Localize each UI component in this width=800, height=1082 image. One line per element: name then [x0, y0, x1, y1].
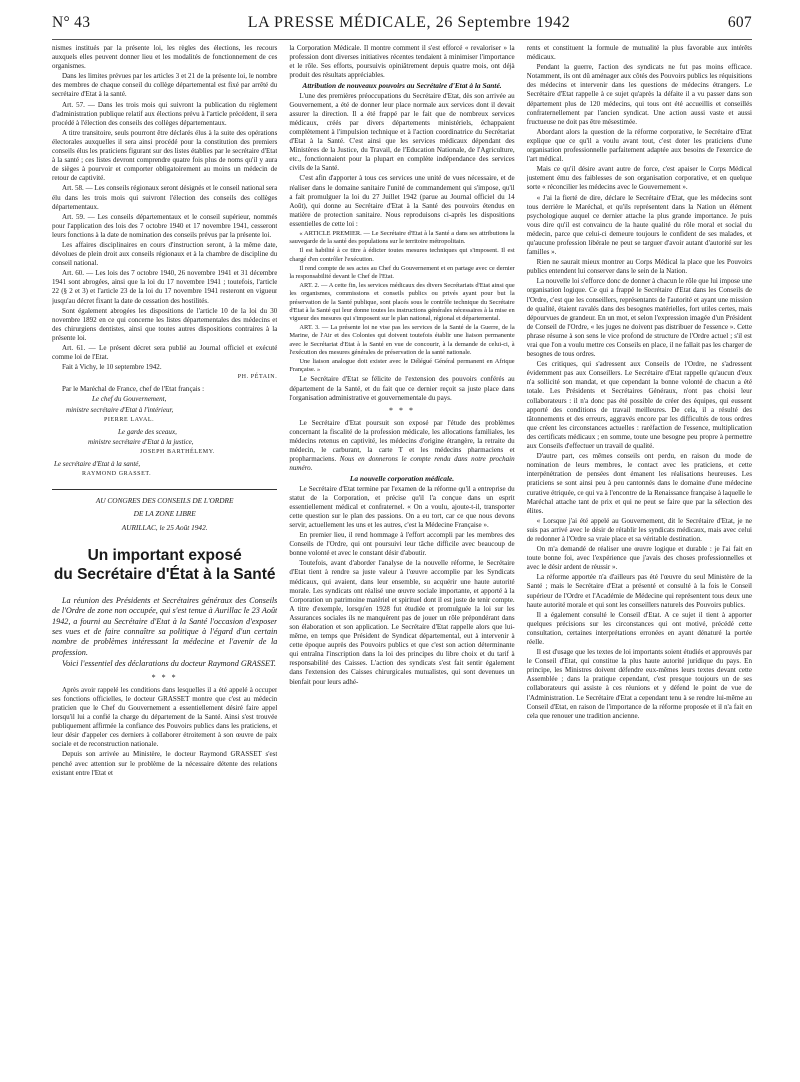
- issue-number: N° 43: [52, 14, 91, 31]
- paragraph: Art. 58. — Les conseils régionaux seront désignés et le conseil national sera élu dans les trois mois qui suivront l'élection des conseils des collèges départementaux.: [52, 184, 278, 211]
- article-title: [52, 546, 277, 584]
- article-title-line: du Secrétaire d'État à la Santé: [53, 565, 276, 583]
- section-stars: * * *: [388, 405, 415, 415]
- law-excerpt: ART. 2. — A cette fin, les services médicaux des divers Secrétariats d'Etat ainsi que les organismes, commissions et conseils publics ou privés ayant pour but la préservation de la Santé publique, sont placés sous le contrôle technique du Secrétaire d'Etat à la Santé qui leur donne toutes les instructions générales nécessaires à la mise en vigueur des mesures qui s'imposent sur le plan national, régional et départemental.: [289, 282, 515, 323]
- paragraph: « J'ai la fierté de dire, déclare le Secrétaire d'Etat, que les médecins sont tous derrière le Maréchal, et qu'ils représentent dans la Nation un élément psychologique auquel ce dernier attache la plus grande importance. Je puis vous dire qu'il est convaincu de la haute qualité du rôle moral et social du médecin, parce que celui-ci demeure toujours le confident de ses malades, et qu'aucune profession libérale ne peut se targuer d'avoir autant d'autorité sur les familles ».: [526, 193, 752, 257]
- signatory-title: ministre secrétaire d'Etat à l'intérieur,: [66, 405, 174, 414]
- paragraph: la Corporation Médicale. Il montre comment il s'est efforcé « revaloriser » la profession dont diverses initiatives récentes tendaient à minimiser l'importance et le rôle. Ses efforts, poursuivis opiniâtrement depuis quatre mois, ont déjà produit des résultats appréciables.: [289, 44, 515, 80]
- page-number: 607: [727, 14, 752, 31]
- paragraph: Toutefois, avant d'aborder l'analyse de la nouvelle réforme, le Secrétaire d'Etat tient à rendre sa juste valeur à l'œuvre accomplie par les Syndicats médicaux, qui avaient, dans leur ensemble, su acquérir une haute autorité morale. Les syndicats ont réalisé une œuvre sociale importante, et apporté à la Corporation un patrimoine matériel et spirituel dont il est juste de tenir compte. A titre d'exemple, lorsqu'en 1928 fut étudiée et promulguée la loi sur les Assurances sociales ils ne manquèrent pas de jouer un rôle prépondérant dans son élaboration et son application. Le Secrétaire d'Etat rappelle alors que lui-même, en temps que Président de Syndicat départemental, eut à intervenir à cette époque auprès des Pouvoirs publics et que c'est son action déterminante qui entraîna l'inscription dans la loi des principes du libre choix et du tarif à responsabilité des Caisses. L'action des syndicats s'est fait sentir également dans l'extension des Caisses chirurgicales mutualistes, qui sont devenues un bienfait pour leurs adhé-: [289, 559, 515, 686]
- paragraph: Fait à Vichy, le 10 septembre 1942.: [62, 363, 162, 372]
- law-excerpt: ART. 3. — La présente loi ne vise pas les services de la Santé de la Guerre, de la Marine, de l'Air et des Colonies qui doivent toutefois établir une liaison permanente avec le Secrétariat d'Etat à la Santé en vue de concourir, à la demande de celui-ci, à l'exécution des mesures générales de préservation de la santé nationale.: [289, 324, 515, 356]
- congress-dateline: AURILLAC, le 25 Août 1942.: [121, 522, 208, 532]
- column-2: [289, 44, 514, 1074]
- law-excerpt: « ARTICLE PREMIER. — Le Secrétaire d'Etat à la Santé a dans ses attributions la sauvegarde de la santé des populations sur le territoire métropolitain.: [289, 229, 515, 246]
- section-divider: [52, 489, 277, 490]
- signature-petain: PH. PÉTAIN.: [237, 374, 278, 381]
- paragraph: Le Secrétaire d'Etat se félicite de l'extension des pouvoirs conférés au département de la Santé, et du fait que ce dernier reçoit sa juste place dans l'organisation administrative et gouvernementale du pays.: [289, 375, 515, 402]
- lead-paragraph: La réunion des Présidents et Secrétaires généraux des Conseils de l'Ordre de zone non occupée, qui s'est tenue à Aurillac le 23 Août 1942, a fourni au Secrétaire d'Etat à la Santé l'occasion d'exposer ses vues et de faire connaître sa politique à l'égard d'un certain nombre de problèmes intéressant la médecine et l'avenir de la profession.: [52, 595, 278, 657]
- paragraph: Mais ce qu'il désire avant autre de force, c'est apaiser le Corps Médical justement ému des faiblesses de son organisation corporative, et en quelque sorte « réconcilier les médecins avec le Gouvernement ».: [526, 165, 752, 192]
- paragraph: On m'a demandé de réaliser une œuvre logique et durable : je l'ai fait en toute bonne foi, avec l'expérience que j'avais des choses professionnelles et avec le désir ardent de réussir ».: [526, 545, 752, 572]
- paragraph: La réforme apportée n'a d'ailleurs pas été l'œuvre du seul Ministère de la Santé ; mais le Secrétaire d'Etat a présenté et consulté à la fois le Conseil supérieur de l'Ordre et l'Académie de Médecine qui représentent tous deux une haute autorité morale et qui sont les conseillers naturels des Pouvoirs publics.: [526, 573, 752, 609]
- paragraph: Il a également consulté le Conseil d'Etat. A ce sujet il tient à apporter quelques précisions sur les circonstances qui ont motivé, précédé cette consultation, certaines interprétations erronées en ayant dénaturé la portée réelle.: [526, 610, 752, 646]
- paragraph: Rien ne saurait mieux montrer au Corps Médical la place que les Pouvoirs publics entendent lui conserver dans le sein de la Nation.: [526, 258, 752, 276]
- law-excerpt: Une liaison analogue doit exister avec le Délégué Général permanent en Afrique Française. »: [289, 358, 515, 374]
- signatory-title: Le secrétaire d'Etat à la santé,: [54, 460, 141, 469]
- paragraph: Ces critiques, qui s'adressent aux Conseils de l'Ordre, ne s'adressent évidemment pas aux Conseillers. Le Secrétaire d'Etat rappelle qu'aucun d'eux n'a sollicité son mandat, et que cependant la bonne volonté de chacun a été totale. Les Présidents et Secrétaires Généraux, n'ont pas choisi leur collaborateurs : il n'a donc pas été possible de créer des équipes, qui eussent apporté des conditions de travail meilleures. De cela, il a résulté des tâtonnements et des erreurs, aggravés encore par les difficultés de tous ordres que créent les circonstances actuelles : raréfaction de l'essence, multiplication des certificats médicaux ; en somme, toute une besogne peu propre à permettre aux Conseils d'effectuer un travail de qualité.: [526, 360, 752, 451]
- column-1: [52, 44, 277, 1074]
- paragraph: En premier lieu, il rend hommage à l'effort accompli par les membres des Conseils de l'Ordre, qui ont poursuivi leur tâche difficile avec beaucoup de bonne volonté et avec le constant désir d'aboutir.: [289, 531, 515, 558]
- paragraph: La nouvelle loi s'efforce donc de donner à chacun le rôle que lui impose une organisation logique. Ce qui a frappé le Secrétaire d'Etat dans les Conseils de l'Ordre, c'est que les conseillers, représentants de l'autorité et ayant une mission de qualité, étaient ravalés dans des besognes matérielles, fort utiles certes, mais dépourvues de grandeur. En un mot, et selon l'expression imagée d'un Président de Conseil de l'Ordre, « les juges ne doivent pas distribuer de l'essence ». Cette phrase résume à son sens le vice profond de structure de l'Ordre actuel ; s'il est vrai que l'on a voulu mettre ces Conseils en place, il ne fallait pas les charger de besognes de tous ordres.: [526, 277, 752, 359]
- paragraph: Art. 61. — Le présent décret sera publié au Journal officiel et exécuté comme loi de l'Etat.: [52, 344, 278, 362]
- article-columns: [52, 44, 752, 1074]
- paragraph: Dans les limites prévues par les articles 3 et 21 de la présente loi, le nombre des membres de chaque conseil du collège départemental est fixé par arrêté du secrétaire d'Etat à la santé.: [52, 72, 278, 99]
- paragraph: « Lorsque j'ai été appelé au Gouvernement, dit le Secrétaire d'Etat, je ne suis pas arrivé avec le désir de rétablir les syndicats médicaux, mais avec celui de redonner à l'Ordre sa vraie place et sa véritable destination.: [526, 516, 752, 543]
- paragraph: Pendant la guerre, l'action des syndicats ne fut pas moins efficace. Notamment, ils ont dû aménager aux côtés des Pouvoirs publics les réquisitions des médecins et intervenir dans les questions de médecins étrangers. Le Secrétaire d'Etat rappelle à ce sujet qu'après la défaite il a vu passer dans son département plus de 120 médecins, qui tous ont été accueillis et conseillés confraternellement par l'ancien syndicat. Une action aussi vaste et aussi fructueuse ne doit pas être mésestimée.: [526, 63, 752, 126]
- signature-laval: PIERRE LAVAL.: [104, 416, 155, 423]
- paragraph: Par le Maréchal de France, chef de l'Etat français :: [62, 385, 205, 394]
- paragraph: Il est d'usage que les textes de loi importants soient étudiés et approuvés par le Conseil d'Etat, qui constitue la plus haute autorité juridique du pays. En principe, les Ministres doivent défendre eux-mêmes leurs textes devant cette Assemblée ; dans la pratique cependant, c'est presque toujours un de ses collaborateurs qui assiste à ces réunions et y défend le point de vue de l'Administration. Le Secrétaire d'Etat a cependant tenu à se rendre lui-même au Conseil d'Etat, en raison de l'importance de la réforme proposée et il n'a fait en cela que renouer une tradition ancienne.: [526, 648, 752, 720]
- paragraph: Après avoir rappelé les conditions dans lesquelles il a été appelé à occuper ses fonctions officielles, le docteur GRASSET montre que c'est au médecin praticien que le Chef du Gouvernement a essentiellement désiré faire appel lorsqu'il lui a confié la charge du département de la Santé. Ainsi s'est trouvée publiquement affirmée la confiance des Pouvoirs publics dans les praticiens, et leur désir d'appeler ces derniers à collaborer étroitement à son œuvre de paix sociale et de reconstruction nationale.: [52, 685, 278, 749]
- lead-paragraph: Voici l'essentiel des déclarations du docteur Raymond GRASSET.: [62, 659, 276, 669]
- paragraph: rents et constituent la formule de mutualité la plus favorable aux intérêts médicaux.: [526, 44, 752, 62]
- section-title: Attribution de nouveaux pouvoirs au Secrétaire d'Etat à la Santé.: [302, 81, 502, 91]
- paragraph: nismes institués par la présente loi, les règles des élections, les recours auxquels elles peuvent donner lieu et les modalités de fonctionnement de ces organismes.: [52, 44, 278, 71]
- signature-barthelemy: JOSEPH BARTHÉLEMY.: [140, 448, 216, 455]
- paragraph: Le Secrétaire d'Etat termine par l'examen de la réforme qu'il a entreprise du statut de la Corporation, et précise qu'il l'a conçue dans un esprit essentiellement médical et confraternel. « On a voulu, ajoute-t-il, transporter cette question sur le plan des passions. On a eu tort, car ce que nous devons servir, actuellement les uns et les autres, c'est la Médecine Française ».: [289, 484, 515, 529]
- paragraph: [289, 419, 514, 474]
- law-excerpt: Il rend compte de ses actes au Chef du Gouvernement et en partage avec ce dernier la responsabilité devant le Chef de l'Etat.: [289, 264, 515, 280]
- paragraph: C'est afin d'apporter à tous ces services une unité de vues nécessaire, et de réaliser dans le domaine sanitaire l'unité de commandement qui s'impose, qu'il a fait promulguer la loi du 27 Juillet 1942 (parue au Journal officiel du 14 Août), qui donne au Secrétaire d'Etat à la Santé des pouvoirs étendus en matière de protection sanitaire. Nous reproduisons ci-après les dispositions essentielles de cette loi :: [289, 174, 515, 228]
- column-3: [527, 44, 752, 1074]
- section-title: La nouvelle corporation médicale.: [349, 474, 455, 484]
- congress-heading: AU CONGRES DES CONSEILS DE L'ORDRE: [95, 496, 234, 506]
- paragraph: Art. 60. — Les lois des 7 octobre 1940, 26 novembre 1941 et 31 décembre 1941 sont abrogées, ainsi que la loi du 17 novembre 1941 ; toutefois, l'article 22 (§ 2 et 3) et l'article 23 de la loi du 17 novembre 1941 resteront en vigueur jusqu'au décret fixant la date de cessation des hostilités.: [52, 269, 278, 305]
- page-header: [52, 14, 752, 40]
- section-stars: * * *: [151, 672, 178, 682]
- paragraph-note: Nous en donnerons le compte rendu dans notre prochain numéro.: [289, 455, 515, 473]
- paragraph: D'autre part, ces mêmes conseils ont perdu, en raison du mode de nomination de leurs membres, le contact avec les praticiens, et cette interpénétration de pensées dont émanent les réalisations heureuses. Les praticiens se sont ainsi peu à peu cantonnés dans le domaine d'une médecine curative étriquée, ce qui va à l'encontre de la Renaissance française à laquelle le Maréchal attache tant de prix et qui ne peut se faire que par la sélection des élites.: [526, 452, 752, 515]
- paragraph: Depuis son arrivée au Ministère, le docteur Raymond GRASSET s'est penché avec attention sur le problème de la nécessaire détente des relations existant entre l'Etat et: [52, 750, 278, 777]
- paragraph: Sont également abrogées les dispositions de l'article 10 de la loi du 30 novembre 1892 en ce qui concerne les listes départementales des médecins et des chirurgiens dentistes, ainsi que toutes autres dispositions contraires à la présente loi.: [52, 306, 278, 342]
- signatory-title: Le garde des sceaux,: [118, 427, 177, 436]
- paragraph: Art. 59. — Les conseils départementaux et le conseil supérieur, nommés pour l'application des lois des 7 octobre 1940 et 17 novembre 1941, cesseront leurs fonctions à la date de nomination des conseils prévus par la présente loi.: [52, 212, 278, 239]
- paragraph: A titre transitoire, seuls pourront être déclarés élus à la suite des opérations électorales auxquelles il sera ainsi procédé pour la constitution des premiers conseils élus les praticiens figurant sur des listes établies par le secrétaire d'Etat à la santé ; ces listes devront comprendre quatre fois plus de noms qu'il y aura de sièges à pourvoir et comporter obligatoirement au moins un médecin de retour de captivité.: [52, 128, 278, 183]
- paragraph: L'une des premières préoccupations du Secrétaire d'Etat, dès son arrivée au Gouvernement, a été de donner leur place normale aux services dont il devait assurer la direction. Il a été frappé par le fait que de nombreux services médicaux, créés par divers départements ministériels, échappaient complètement à l'impulsion technique et à l'action coordinatrice du Secrétariat d'Etat à la Santé. C'est ainsi que les services médicaux dépendant des Ministères de la Justice, du Travail, de l'Education Nationale, de l'Agriculture, etc., fonctionnaient pour la plupart en complète indépendance des services civils de la Santé.: [289, 91, 515, 173]
- law-excerpt: Il est habilité à ce titre à édicter toutes mesures techniques qui s'imposent. Il est chargé d'en contrôler l'exécution.: [289, 247, 515, 263]
- signatory-title: ministre secrétaire d'Etat à la justice,: [88, 437, 194, 446]
- article-title-line: Un important exposé: [87, 546, 242, 564]
- journal-title: LA PRESSE MÉDICALE, 26 Septembre 1942: [247, 14, 571, 31]
- paragraph: Les affaires disciplinaires en cours d'instruction seront, à la même date, dévolues de plein droit aux conseils régionaux et à la chambre de discipline du conseil national.: [52, 240, 278, 268]
- signature-grasset: RAYMOND GRASSET.: [82, 471, 152, 478]
- paragraph: Art. 57. — Dans les trois mois qui suivront la publication du règlement d'administration publique relatif aux élections prévu à l'article précédent, il sera procédé à l'élection des conseils des collèges départementaux.: [52, 100, 278, 127]
- paragraph-text: Le Secrétaire d'Etat poursuit son exposé par l'étude des problèmes concernant la fiscalité de la profession médicale, les allocations familiales, les médecins retenus en captivité, les médecins d'origine étrangère, la retraite du médecin, le carburant, la carte T et les médecins pharmaciens et propharmaciens.: [289, 418, 515, 464]
- signatory-title: Le chef du Gouvernement,: [92, 395, 167, 404]
- paragraph: Abordant alors la question de la réforme corporative, le Secrétaire d'Etat explique que ce qu'il a voulu avant tout, c'est doter les praticiens d'une organisation professionnelle parfaitement adaptée aux besoins de l'exercice de l'art médical.: [526, 127, 752, 164]
- congress-heading: DE LA ZONE LIBRE: [133, 509, 196, 519]
